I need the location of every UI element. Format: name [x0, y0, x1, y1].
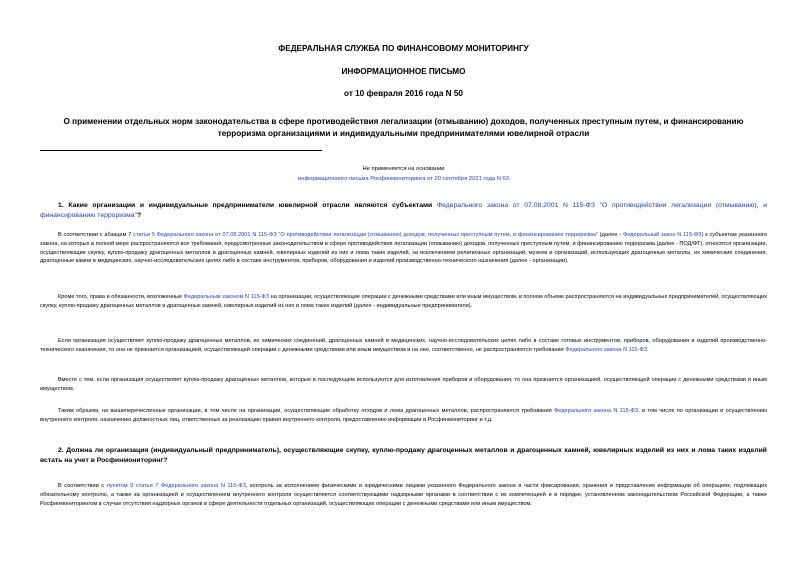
paragraph-1-text-c: ) к субъектам указанного закона, на которых в полной мере распространяются все требования, предусмотренные законодательством в сфере противодействия легализации (отмыванию) доходов, полученных преступным путем, и финансированию терроризма (далее - ПОД/ФТ), относятся организации, осуществляющие скупку, куплю-продажу драгоценных металлов и драгоценных камней, ювелирных изделий из них и лома таких изделий, за исключением религиозных организаций, музеев и организаций, использующих драгоценные металлы, их химические соединения, драгоценные камни в медицинских, научно-исследовательских целях либо в составе инструментов, приборов, оборудования и изделий производственно-технического назначения (далее - организации).	[40, 232, 767, 265]
paragraph-3	[40, 337, 767, 355]
paragraph-5-text: Таким образом, на вышеперечисленные организации, в том числе на организации, осуществляющие обработку отходов и лома драгоценных металлов, распространяются требования	[58, 408, 554, 414]
divider	[40, 150, 322, 151]
law-115-link[interactable]: Федерального закона N 115-ФЗ	[565, 346, 648, 353]
paragraph-1-text-b: (далее -	[597, 232, 624, 238]
article-5-law-link[interactable]: статьи 5 Федерального закона от 07.08.2001 N 115-ФЗ "О противодействии легализации (отмыванию) доходов, полученных преступным путем, и финансированию терроризма"	[133, 232, 598, 238]
paragraph-6-text-b: , контроль за исполнением физическими и юридическими лицами указанного Федерального закона в части фиксирования, хранения и представления информации об операциях, подлежащих обязательному контролю, а также за организацией и осуществлением внутреннего контроля осуществляется соответствующими надзорными органами в соответствии с их компетенцией и в порядке, установленном законодательством Российской Федерации, а также Росфинмониторингом в случае отсутствия надзорных органов в сфере деятельности отдельных организаций, осуществляющих операции с денежными средствами или иным имуществом.	[40, 483, 768, 507]
paragraph-2-text-b: на организации, осуществляющие операции с денежными средствами или иным имуществом, в полном объеме распространяются на индивидуальных предпринимателей, осуществляющих скупку, куплю-продажу драгоценных металлов и драгоценных камней, ювелирных изделий из них и лома таких изделий (далее - индивидуальные предприниматели).	[40, 294, 767, 309]
question-1-end: ?	[137, 212, 142, 219]
paragraph-4-text: Вместе с тем, если организация осуществляет куплю-продажу драгоценных металлов, которые в последующем используются для изготовления приборов и оборудования, то она признается организацией, осуществляющей операции с денежными средствами и иным имуществом.	[40, 377, 767, 392]
paragraph-1	[40, 231, 767, 266]
law-115-link[interactable]: Федерального закона N 115-ФЗ	[553, 408, 639, 414]
paragraph-2	[40, 293, 767, 311]
paragraph-3-text-b: .	[647, 346, 649, 353]
document-title: О применении отдельных норм законодательства в сфере противодействия легализации (отмыванию) доходов, полученных преступным путем, и финансированию терроризма организациями и индивидуальными предпринимателями ювелирной отрасли	[63, 117, 744, 138]
status-note-text: Не применяется на основании	[362, 166, 445, 172]
question-1-text: 1. Какие организации и индивидуальные предприниматели ювелирной отрасли являются субъектами	[58, 202, 437, 209]
paragraph-6	[40, 482, 767, 508]
law-115-link[interactable]: Федеральным законом N 115-ФЗ	[183, 294, 270, 300]
paragraph-5	[40, 407, 767, 425]
law-115-link[interactable]: Федеральный закон N 115-ФЗ	[623, 232, 702, 238]
question-2: 2. Должна ли организация (индивидуальный предприниматель), осуществляющие скупку, куплю-продажу драгоценных металлов и драгоценных камней, ювелирных изделий из них и лома таких изделий встать на учет в Росфинмониторинг?	[40, 447, 767, 464]
document-date-number: от 10 февраля 2016 года N 50	[344, 89, 463, 98]
article-7-law-link[interactable]: пунктом 9 статьи 7 Федерального закона N 115-ФЗ	[106, 483, 246, 489]
document-type: ИНФОРМАЦИОННОЕ ПИСЬМО	[341, 67, 466, 76]
question-1-law-link[interactable]: Федерального закона от 07.08.2001 N 115-ФЗ "О противодействии легализации (отмыванию), и финансированию терроризма"	[40, 202, 768, 219]
question-1	[40, 201, 767, 221]
paragraph-1-text: В соответствии с абзацем 7	[58, 232, 134, 238]
status-note	[0, 164, 807, 184]
organization-name: ФЕДЕРАЛЬНАЯ СЛУЖБА ПО ФИНАНСОВОМУ МОНИТОРИНГУ	[278, 44, 529, 53]
paragraph-5-text-b: , в том числе по организации и осуществлению внутреннего контроля, назначению должностных лиц, ответственных за реализацию правил внутреннего контроля, предоставлению информации в Росфинмониторинг и т.д.	[40, 408, 767, 423]
paragraph-3-text: Если организация осуществляет куплю-продажу драгоценных металлов, их химических соединений, драгоценных камней в медицинских, научно-исследовательских целях либо в составе готовых инструментов, приборов, оборудования и изделий производственно-технического назначения, то она не признается организацией, осуществляющей операции с денежными средствами или иным имуществом и на нее, соответственно, не распространяются требования	[40, 338, 767, 353]
paragraph-2-text: Кроме того, права и обязанности, возложенные	[58, 294, 184, 300]
paragraph-4	[40, 376, 767, 394]
status-note-link[interactable]: информационного письма Росфинмониторинга от 20 сентября 2021 года N 63	[298, 176, 509, 182]
paragraph-6-text: В соответствии с	[58, 483, 107, 489]
